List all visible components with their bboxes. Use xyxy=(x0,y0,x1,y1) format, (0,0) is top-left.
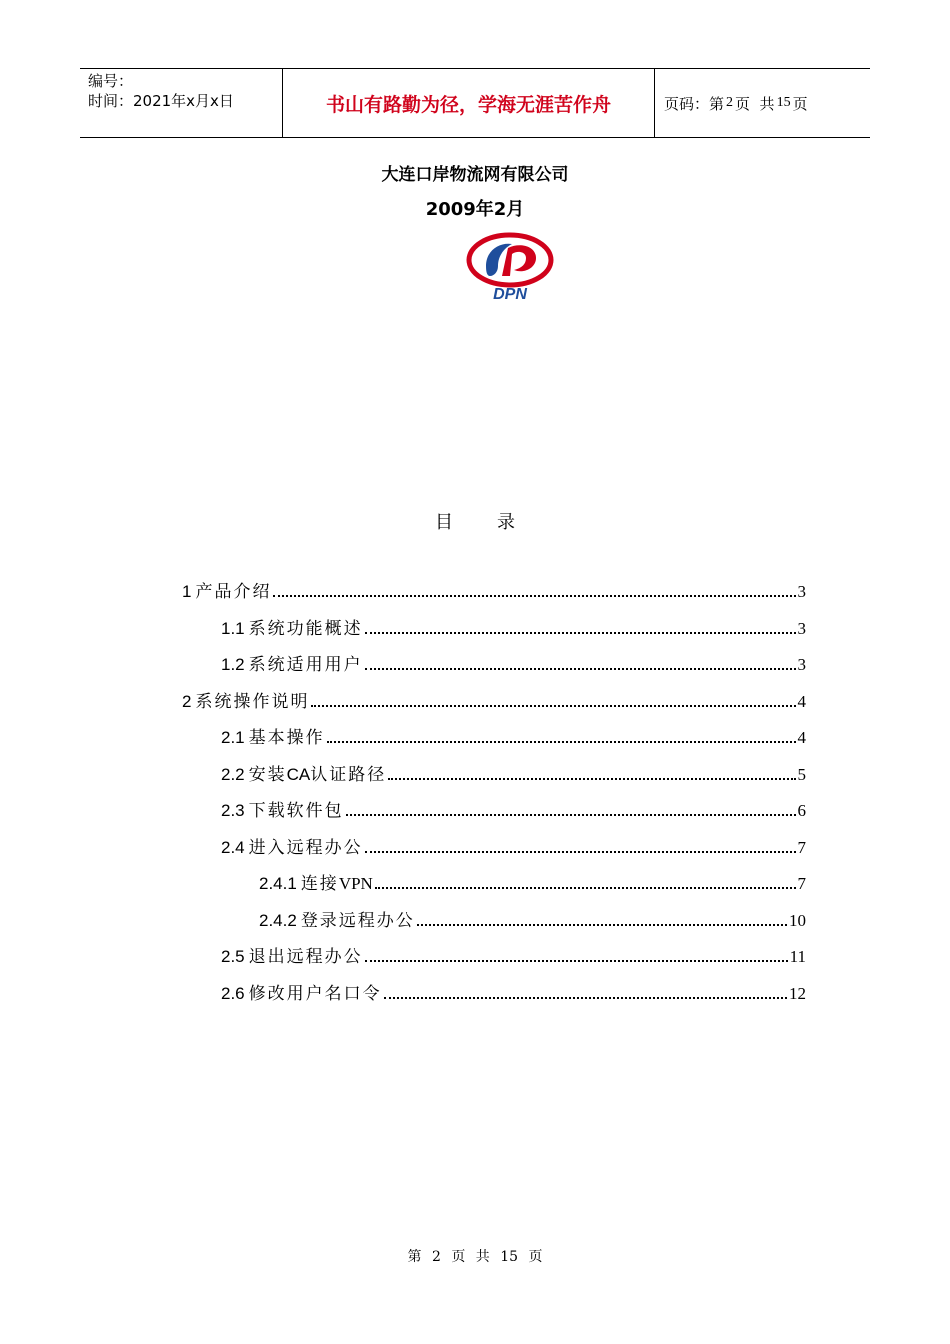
toc-leader xyxy=(365,668,796,670)
toc-leader xyxy=(346,814,796,816)
toc-entry-page: 3 xyxy=(797,582,806,601)
toc-entry-page: 4 xyxy=(797,692,806,711)
toc-entry-title xyxy=(301,869,373,894)
cover-date: 2009年2月 xyxy=(425,199,525,220)
toc-entry[interactable] xyxy=(221,943,806,967)
toc-entry-page: 5 xyxy=(797,765,806,784)
company-name: 大连口岸物流网有限公司 xyxy=(381,165,569,185)
toc-entry-title: 修改用户名口令 xyxy=(248,984,382,1004)
toc-entry-page: 10 xyxy=(789,911,806,930)
logo-text: DPN xyxy=(493,286,527,303)
toc-entry-number: 2.2 xyxy=(221,765,245,784)
toc-entry[interactable] xyxy=(221,761,806,785)
code-label: 编号： xyxy=(88,72,134,90)
toc-entry[interactable] xyxy=(182,688,806,712)
toc-leader xyxy=(417,924,787,926)
toc-entry-page: 6 xyxy=(797,801,806,820)
toc-entry-number: 1 xyxy=(182,582,192,601)
toc-entry-title xyxy=(249,760,387,785)
time-label: 时间：2021年x月x日 xyxy=(88,92,234,110)
footer-total-pages: 15 xyxy=(500,1249,519,1265)
toc-entry-number: 2.6 xyxy=(221,984,245,1003)
footer-pre: 第 xyxy=(407,1249,422,1265)
footer-post: 页 xyxy=(528,1249,543,1265)
header-meta xyxy=(80,69,282,137)
toc-entry-number: 1.1 xyxy=(221,619,245,638)
toc-entry[interactable] xyxy=(221,834,806,858)
toc-leader xyxy=(327,741,796,743)
toc-entry-title: 基本操作 xyxy=(248,728,325,748)
toc-entry-number: 2.4.2 xyxy=(259,911,297,930)
toc-entry-number: 2.4 xyxy=(221,838,245,857)
page-mid: 页 共 xyxy=(735,94,775,113)
toc-entry-title: 系统操作说明 xyxy=(195,692,310,712)
toc-entry[interactable] xyxy=(259,907,806,931)
dpn-logo-icon xyxy=(464,232,556,304)
toc-leader xyxy=(365,851,796,853)
toc-entry-number: 2.5 xyxy=(221,947,245,966)
toc-entry-page: 3 xyxy=(797,655,806,674)
footer-mid1: 页 xyxy=(451,1249,466,1265)
toc-leader xyxy=(384,997,787,999)
toc-entry-title: 产品介绍 xyxy=(195,582,272,602)
toc-leader xyxy=(273,595,795,597)
toc-entry[interactable] xyxy=(221,724,806,748)
toc-entry-number: 2.1 xyxy=(221,728,245,747)
toc-entry[interactable] xyxy=(221,651,806,675)
toc-leader xyxy=(388,778,795,780)
toc-title: 目录 xyxy=(435,512,559,533)
toc-entry-number: 2 xyxy=(182,692,192,711)
toc-entry-number: 2.4.1 xyxy=(259,874,297,893)
toc-entry-title-part: VPN xyxy=(338,874,373,893)
toc-entry-page: 7 xyxy=(797,874,806,893)
page-suffix: 页 xyxy=(792,94,808,113)
header-motto: 书山有路勤为径，学海无涯苦作舟 xyxy=(282,69,655,137)
toc-entry-page: 3 xyxy=(797,619,806,638)
toc-entry[interactable] xyxy=(221,980,806,1004)
footer-mid2: 共 xyxy=(475,1249,490,1265)
toc-entry-title-part: CA xyxy=(286,765,311,784)
toc-entry-page: 7 xyxy=(797,838,806,857)
toc-entry-title-part: 安装 xyxy=(248,765,287,785)
page-total: 15 xyxy=(776,95,791,110)
toc-leader xyxy=(365,960,788,962)
toc-leader xyxy=(365,632,796,634)
toc-entry-title: 下载软件包 xyxy=(248,801,344,821)
toc-entry-page: 11 xyxy=(789,947,806,966)
toc-entry-number: 2.3 xyxy=(221,801,245,820)
toc-entry[interactable] xyxy=(259,870,806,894)
toc-leader xyxy=(375,887,796,889)
toc-entry[interactable] xyxy=(221,797,806,821)
toc-entry-title: 退出远程办公 xyxy=(248,947,363,967)
footer-current-page: 2 xyxy=(431,1249,441,1265)
toc-entry-title: 系统功能概述 xyxy=(248,619,363,639)
toc-entry[interactable] xyxy=(182,578,806,602)
toc-entry-title: 系统适用用户 xyxy=(248,655,363,675)
page-current: 2 xyxy=(726,95,734,110)
toc-entry[interactable] xyxy=(221,615,806,639)
toc-entry-title: 进入远程办公 xyxy=(248,838,363,858)
toc-entry-title-part: 认证路径 xyxy=(310,765,387,785)
toc-entry-title: 登录远程办公 xyxy=(300,911,415,931)
page-header xyxy=(80,68,870,138)
page-prefix: 页码：第 xyxy=(664,94,725,113)
toc-entry-number: 1.2 xyxy=(221,655,245,674)
header-page-info xyxy=(655,69,870,137)
toc-leader xyxy=(311,705,795,707)
toc-entry-page: 4 xyxy=(797,728,806,747)
toc-entry-title-part: 连接 xyxy=(300,874,339,894)
toc-entry-page: 12 xyxy=(789,984,806,1003)
page-footer xyxy=(0,1246,950,1266)
